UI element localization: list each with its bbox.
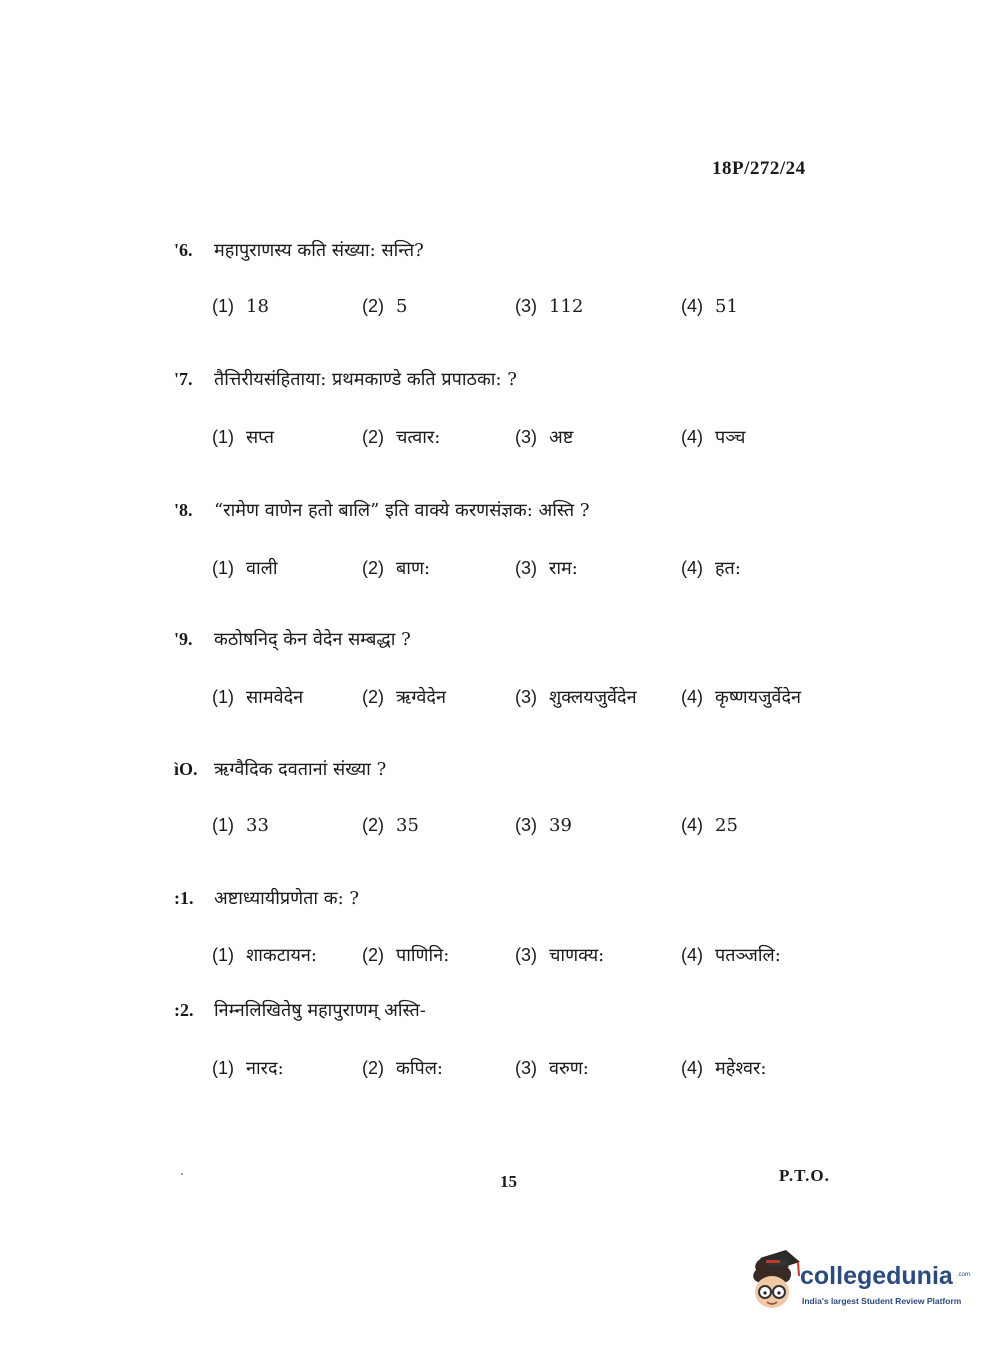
option-number: (1) xyxy=(212,296,234,316)
option-4 xyxy=(681,425,745,449)
option-number: (1) xyxy=(212,687,234,707)
question-text: ऋग्वैदिक दवतानां संख्या ? xyxy=(214,759,387,780)
option-1 xyxy=(212,556,278,580)
option-text: 5 xyxy=(396,296,408,317)
option-3 xyxy=(515,685,637,709)
option-number: (3) xyxy=(515,296,537,316)
option-text: हत: xyxy=(715,558,741,579)
option-text: पतञ्जलि: xyxy=(715,945,781,966)
option-4 xyxy=(681,556,741,580)
option-number: (2) xyxy=(362,815,384,835)
option-text: पञ्च xyxy=(715,427,746,448)
option-number: (3) xyxy=(515,427,537,447)
question-text: तैत्तिरीयसंहिताया: प्रथमकाण्डे कति प्रपाठका: ? xyxy=(214,369,517,390)
logo-suffix: .com xyxy=(957,1272,971,1278)
options-row xyxy=(0,815,1001,845)
option-text: शुक्लयजुर्वेदेन xyxy=(549,687,637,708)
option-number: (4) xyxy=(681,815,703,835)
options-row xyxy=(0,296,1001,326)
option-1 xyxy=(212,815,269,836)
question-number: '6. xyxy=(174,240,193,260)
option-text: 33 xyxy=(246,815,269,836)
question-number: :2. xyxy=(174,1000,194,1020)
question-number: :1. xyxy=(174,888,194,908)
scan-speck xyxy=(181,1173,183,1175)
option-number: (2) xyxy=(362,687,384,707)
question-text: अष्टाध्यायीप्रणेता क: ? xyxy=(214,888,360,909)
option-4 xyxy=(681,943,781,967)
option-4 xyxy=(681,296,738,317)
option-text: 51 xyxy=(715,296,738,317)
option-4 xyxy=(681,685,801,709)
question-text: “रामेण वाणेन हतो बालि” इति वाक्ये करणसंज्ञक: अस्ति ? xyxy=(214,500,590,521)
option-1 xyxy=(212,296,269,317)
option-number: (1) xyxy=(212,815,234,835)
option-text: सामवेदेन xyxy=(246,687,304,708)
option-number: (3) xyxy=(515,558,537,578)
option-2 xyxy=(362,296,407,317)
options-row xyxy=(0,425,1001,455)
option-number: (2) xyxy=(362,296,384,316)
question-number: ìO. xyxy=(174,759,198,779)
option-text: चाणक्य: xyxy=(549,945,605,966)
paper-code: 18P/272/24 xyxy=(712,158,806,179)
option-2 xyxy=(362,685,446,709)
option-number: (4) xyxy=(681,427,703,447)
option-text: कृष्णयजुर्वेदेन xyxy=(715,687,801,708)
option-text: 25 xyxy=(715,815,738,836)
option-number: (1) xyxy=(212,427,234,447)
option-number: (2) xyxy=(362,1058,384,1078)
option-2 xyxy=(362,425,440,449)
option-number: (4) xyxy=(681,558,703,578)
option-number: (3) xyxy=(515,1058,537,1078)
option-number: (3) xyxy=(515,815,537,835)
option-number: (4) xyxy=(681,1058,703,1078)
option-2 xyxy=(362,943,449,967)
option-1 xyxy=(212,943,317,967)
option-text: ऋग्वेदेन xyxy=(396,687,446,708)
option-number: (3) xyxy=(515,687,537,707)
option-text: 112 xyxy=(549,296,584,317)
option-text: चत्वार: xyxy=(396,427,441,448)
options-row xyxy=(0,685,1001,715)
option-text: महेश्वर: xyxy=(715,1058,767,1079)
question-number: '8. xyxy=(174,500,193,520)
option-number: (2) xyxy=(362,427,384,447)
mascot-icon xyxy=(742,1248,802,1314)
option-2 xyxy=(362,556,430,580)
collegedunia-logo xyxy=(742,1248,972,1318)
option-number: (2) xyxy=(362,945,384,965)
option-text: बाण: xyxy=(396,558,431,579)
question-text: कठोषनिद् केन वेदेन सम्बद्धा ? xyxy=(214,629,411,650)
option-1 xyxy=(212,1056,284,1080)
options-row xyxy=(0,1056,1001,1086)
option-text: कपिल: xyxy=(396,1058,443,1079)
option-2 xyxy=(362,815,419,836)
option-3 xyxy=(515,1056,589,1080)
option-text: राम: xyxy=(549,558,578,579)
option-number: (4) xyxy=(681,296,703,316)
option-text: 35 xyxy=(396,815,419,836)
option-text: 18 xyxy=(246,296,269,317)
option-2 xyxy=(362,1056,443,1080)
option-number: (4) xyxy=(681,945,703,965)
option-3 xyxy=(515,815,572,836)
question-number: '9. xyxy=(174,629,193,649)
option-text: वाली xyxy=(246,558,278,579)
option-text: वरुण: xyxy=(549,1058,589,1079)
page-number: 15 xyxy=(500,1172,517,1191)
option-text: शाकटायन: xyxy=(246,945,317,966)
options-row xyxy=(0,943,1001,973)
option-text: पाणिनि: xyxy=(396,945,450,966)
option-number: (2) xyxy=(362,558,384,578)
option-1 xyxy=(212,425,274,449)
option-4 xyxy=(681,1056,766,1080)
option-text: नारद: xyxy=(246,1058,284,1079)
logo-wordmark: collegedunia xyxy=(800,1262,953,1290)
option-text: सप्त xyxy=(246,427,274,448)
pto-label: P.T.O. xyxy=(779,1166,830,1185)
option-number: (1) xyxy=(212,558,234,578)
option-3 xyxy=(515,296,583,317)
option-number: (1) xyxy=(212,1058,234,1078)
option-number: (4) xyxy=(681,687,703,707)
option-number: (1) xyxy=(212,945,234,965)
option-3 xyxy=(515,943,604,967)
logo-tagline: India's largest Student Review Platform xyxy=(802,1296,962,1306)
option-number: (3) xyxy=(515,945,537,965)
option-3 xyxy=(515,556,578,580)
option-4 xyxy=(681,815,738,836)
option-text: 39 xyxy=(549,815,572,836)
question-text: निम्नलिखितेषु महापुराणम् अस्ति- xyxy=(214,1000,426,1021)
options-row xyxy=(0,556,1001,586)
option-text: अष्ट xyxy=(549,427,574,448)
question-number: '7. xyxy=(174,369,193,389)
question-text: महापुराणस्य कति संख्या: सन्ति? xyxy=(214,240,424,261)
option-1 xyxy=(212,685,303,709)
option-3 xyxy=(515,425,573,449)
